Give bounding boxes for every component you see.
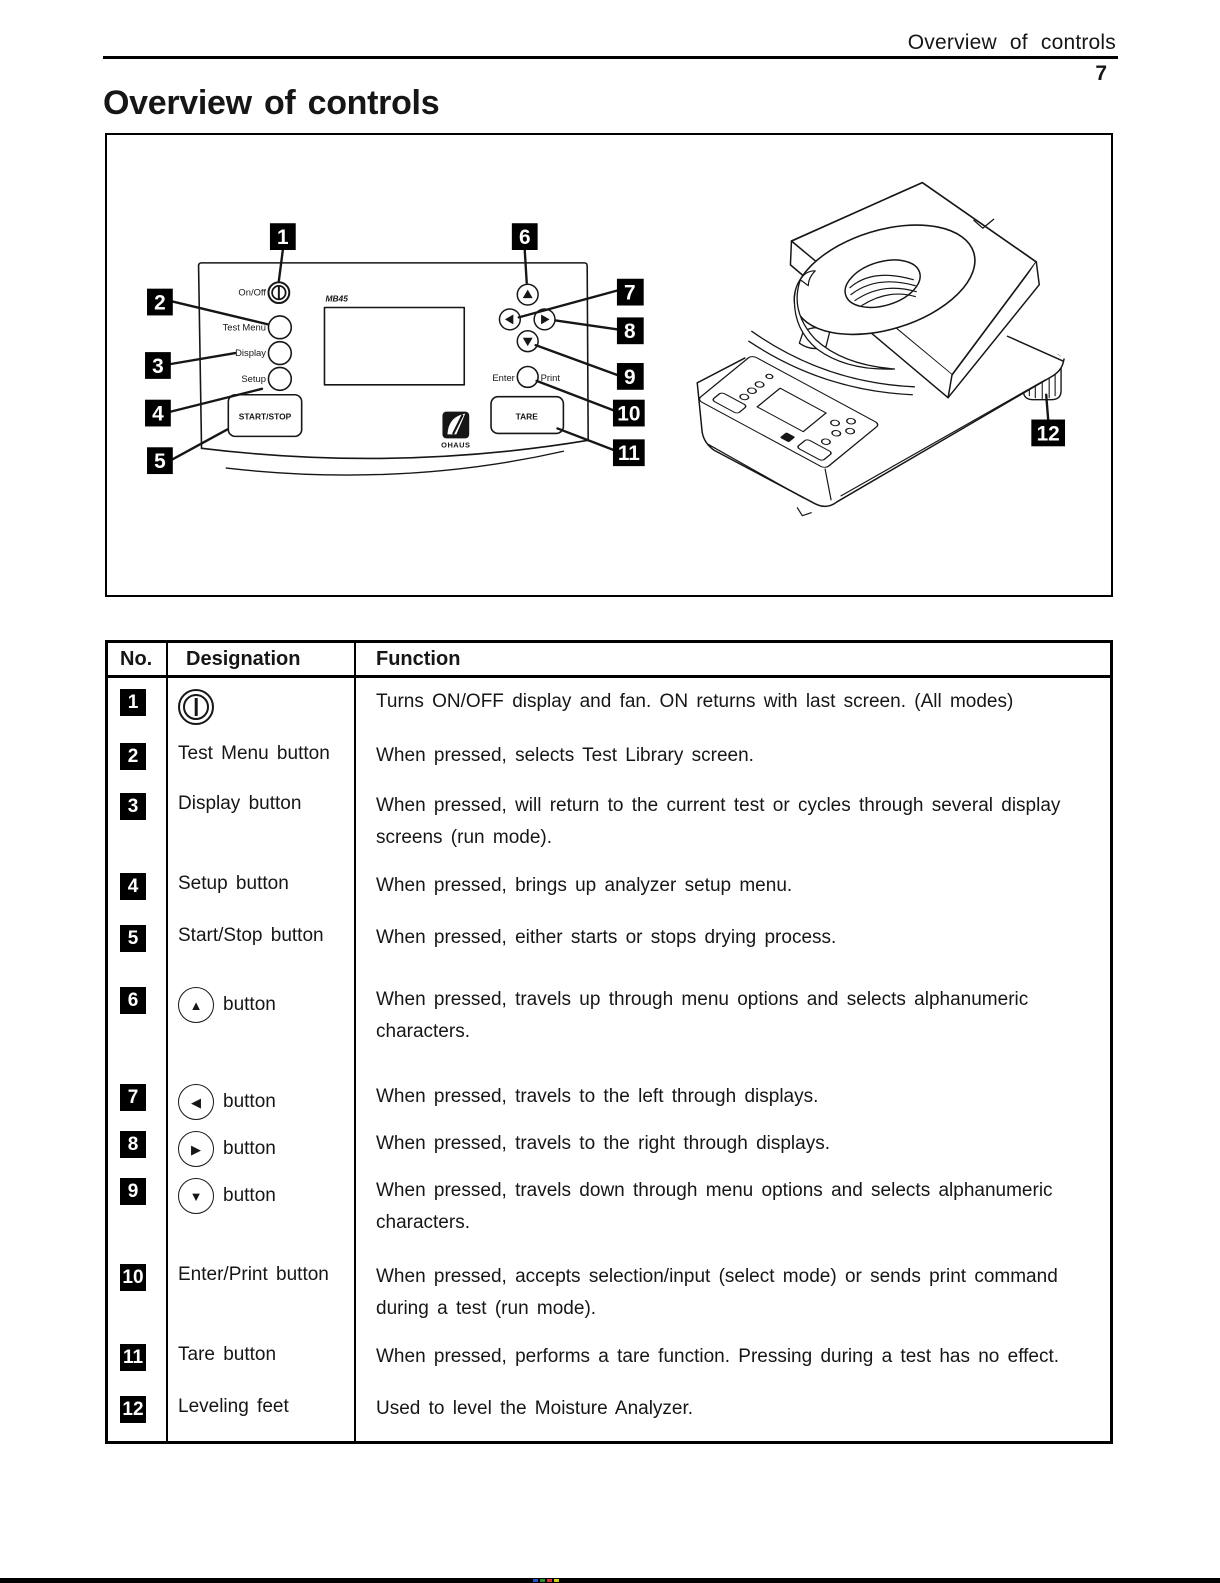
row-designation	[178, 925, 324, 947]
analyzer-device-drawing	[697, 183, 1064, 516]
row-designation	[178, 689, 214, 725]
row-number-badge: 9	[120, 1178, 146, 1205]
on-off-label: On/Off	[238, 286, 266, 298]
row-designation	[178, 1178, 276, 1214]
controls-table-body	[108, 678, 1110, 1441]
row-function: When pressed, accepts selection/input (select mode) or sends print command during a test (run mode).	[376, 1266, 1058, 1320]
row-function: Turns ON/OFF display and fan. ON returns with last screen. (All modes)	[376, 691, 1014, 712]
designation-text: Display button	[178, 793, 302, 814]
row-number-badge: 5	[120, 925, 146, 952]
up-arrow-icon: ▲	[178, 987, 214, 1023]
svg-text:2: 2	[154, 291, 166, 315]
designation-text: Test Menu button	[178, 743, 330, 764]
row-number-badge: 11	[120, 1344, 146, 1371]
start-stop-label: START/STOP	[238, 411, 292, 422]
row-function: When pressed, selects Test Library screen.	[376, 745, 754, 766]
designation-text: Tare button	[178, 1344, 277, 1365]
print-label: Print	[540, 371, 560, 383]
test-menu-button	[268, 316, 291, 339]
down-arrow-button	[517, 331, 538, 352]
right-arrow-icon: ▶	[178, 1131, 214, 1167]
table-row	[108, 1120, 1110, 1167]
table-row	[108, 862, 1110, 914]
running-header: Overview of controls	[907, 31, 1116, 54]
row-designation	[178, 1396, 289, 1418]
designation-text: button	[223, 1138, 276, 1159]
tare-label: TARE	[515, 411, 538, 422]
page-number: 7	[1095, 62, 1107, 85]
row-function: When pressed, travels up through menu options and selects alphanumeric characters.	[376, 989, 1029, 1043]
svg-text:7: 7	[624, 281, 636, 305]
scan-edge-bar	[0, 1578, 1220, 1583]
designation-text: Start/Stop button	[178, 925, 324, 946]
svg-text:3: 3	[152, 354, 164, 378]
designation-text: Leveling feet	[178, 1396, 289, 1417]
page-title: Overview of controls	[103, 84, 440, 122]
left-arrow-button	[499, 309, 520, 330]
header-rule	[103, 56, 1118, 59]
table-row	[108, 732, 1110, 782]
power-icon	[178, 689, 214, 725]
display-label: Display	[235, 347, 266, 359]
table-row	[108, 1253, 1110, 1333]
up-arrow-button	[517, 284, 538, 305]
test-menu-label: Test Menu	[222, 321, 266, 333]
row-function: When pressed, will return to the current test or cycles through several display screens (run mode).	[376, 795, 1061, 849]
row-number-badge: 8	[120, 1131, 146, 1158]
row-number-badge: 7	[120, 1084, 146, 1111]
svg-text:5: 5	[154, 450, 166, 474]
svg-text:OHAUS: OHAUS	[441, 440, 471, 450]
row-number-badge: 3	[120, 793, 146, 820]
row-designation	[178, 1264, 329, 1286]
setup-button	[268, 367, 291, 390]
ohaus-logo	[441, 412, 470, 450]
row-number-badge: 1	[120, 689, 146, 716]
panel-screen	[324, 308, 464, 385]
row-designation	[178, 1084, 276, 1120]
row-function: When pressed, travels down through menu options and selects alphanumeric characters.	[376, 1180, 1053, 1234]
row-function: When pressed, either starts or stops drying process.	[376, 927, 837, 948]
model-label: MB45	[325, 293, 348, 304]
table-row	[108, 1385, 1110, 1441]
controls-figure	[105, 133, 1113, 597]
scan-color-marks	[533, 1579, 559, 1582]
left-arrow-icon: ◀	[178, 1084, 214, 1120]
table-row	[108, 782, 1110, 862]
row-number-badge: 2	[120, 743, 146, 770]
table-row	[108, 678, 1110, 732]
on-off-button	[268, 282, 289, 303]
table-row	[108, 914, 1110, 976]
row-function: When pressed, travels to the right through displays.	[376, 1133, 831, 1154]
row-designation	[178, 793, 301, 815]
header-no: No.	[108, 643, 168, 675]
row-designation	[178, 873, 289, 895]
svg-text:12: 12	[1036, 422, 1060, 446]
row-designation	[178, 1344, 276, 1366]
svg-text:1: 1	[277, 226, 289, 250]
table-row	[108, 1333, 1110, 1385]
svg-text:8: 8	[624, 320, 636, 344]
row-number-badge: 4	[120, 873, 146, 900]
svg-text:11: 11	[617, 442, 640, 466]
setup-label: Setup	[241, 372, 266, 384]
row-number-badge: 6	[120, 987, 146, 1014]
table-row	[108, 1073, 1110, 1120]
row-number-badge: 12	[120, 1396, 146, 1423]
enter-label: Enter	[492, 371, 515, 383]
header-designation: Designation	[168, 643, 356, 675]
down-arrow-icon: ▼	[178, 1178, 214, 1214]
svg-text:9: 9	[624, 365, 636, 389]
row-function: When pressed, brings up analyzer setup menu.	[376, 875, 793, 896]
row-function: When pressed, travels to the left through displays.	[376, 1086, 819, 1107]
row-designation	[178, 987, 276, 1023]
control-panel-drawing	[199, 263, 589, 475]
svg-text:6: 6	[518, 226, 531, 250]
designation-text: button	[223, 994, 276, 1015]
designation-text: button	[223, 1185, 276, 1206]
designation-text: Enter/Print button	[178, 1264, 329, 1285]
row-designation	[178, 743, 330, 765]
controls-table	[105, 640, 1113, 1444]
row-number-badge: 10	[120, 1264, 146, 1291]
row-function: When pressed, performs a tare function. Pressing during a test has no effect.	[376, 1346, 1060, 1367]
header-function: Function	[376, 648, 461, 670]
display-button	[268, 342, 291, 365]
table-row	[108, 1167, 1110, 1253]
enter-print-button	[517, 366, 538, 387]
designation-text: button	[223, 1091, 276, 1112]
row-designation	[178, 1131, 276, 1167]
row-function: Used to level the Moisture Analyzer.	[376, 1398, 694, 1419]
designation-text: Setup button	[178, 873, 289, 894]
svg-text:4: 4	[152, 402, 164, 426]
table-row	[108, 976, 1110, 1073]
svg-text:10: 10	[617, 402, 641, 426]
table-header-row	[108, 643, 1110, 678]
